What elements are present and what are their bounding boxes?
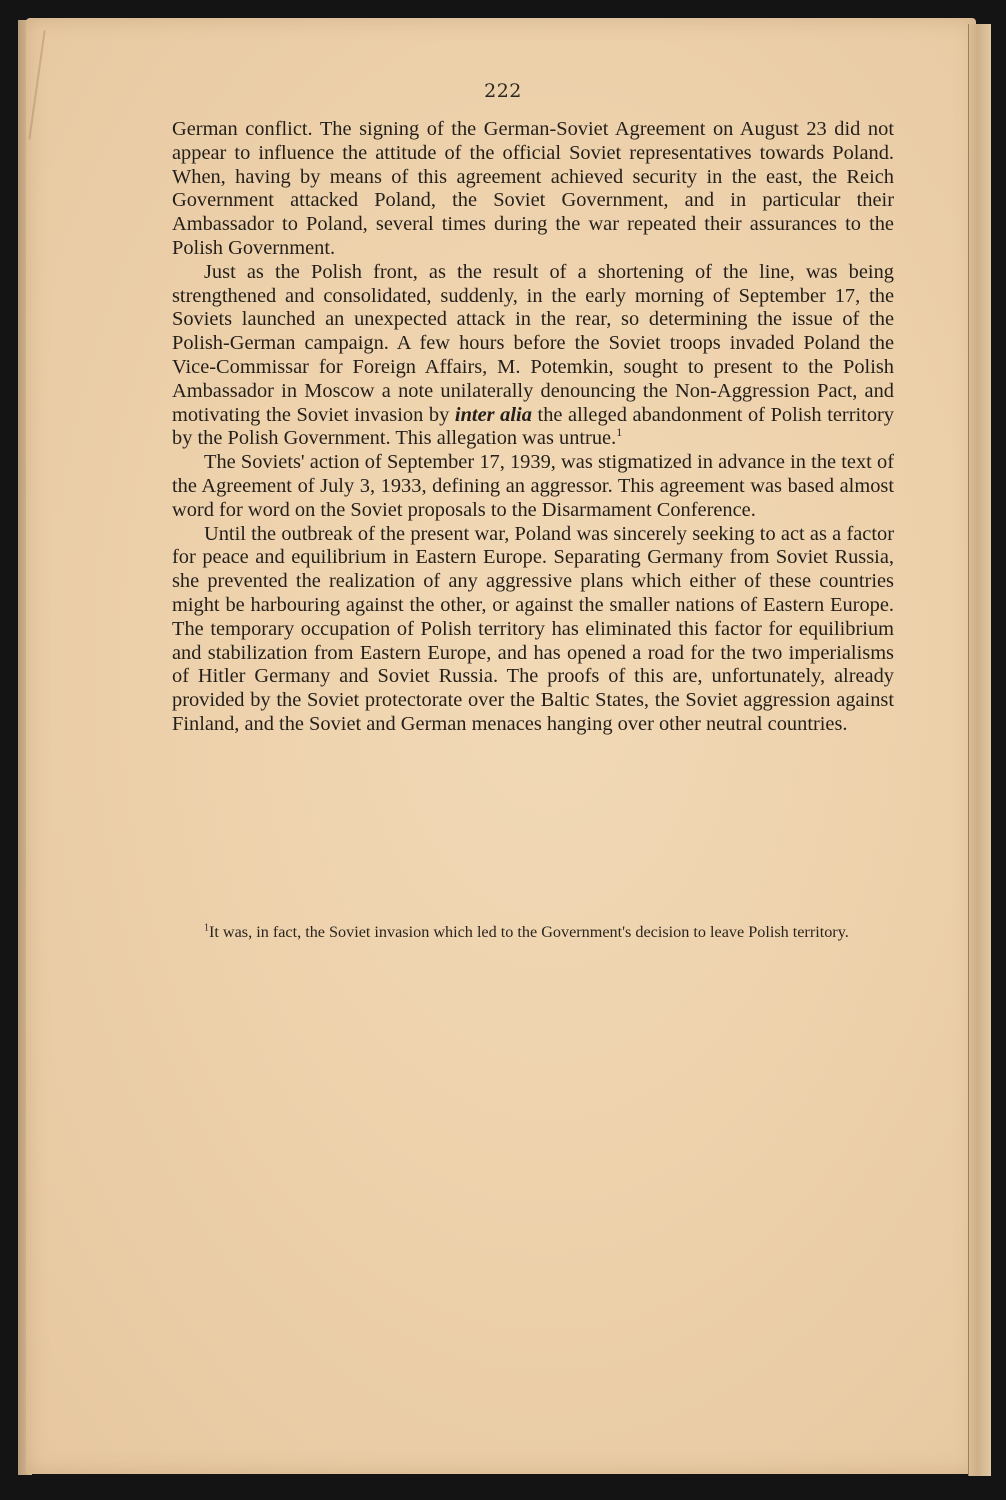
paragraph-2 bbox=[172, 261, 894, 451]
paragraph-3: The Soviets' action of September 17, 1939, was stigmatized in advance in the text of the Agreement of July 3, 1933, defining an aggressor. This agreement was based almost word for word on the Soviet proposals to the Disarmament Conference. bbox=[172, 451, 894, 521]
paragraph-2-text-after: the alleged abandonment of Polish territory by the Polish Government. This allegation was untrue. bbox=[172, 403, 894, 450]
page-stack-edge bbox=[968, 24, 991, 1476]
paragraph-4: Until the outbreak of the present war, Poland was sincerely seeking to act as a factor for peace and equilibrium in Eastern Europe. Separating Germany from Soviet Russia, she prevented the realization of any aggressive plans which either of these countries might be harbouring against the other, or against the smaller nations of Eastern Europe. The temporary occupation of Polish territory has eliminated this factor for equilibrium and stabilization from Eastern Europe, and has opened a road for the two imperialisms of Hitler Germany and Soviet Russia. The proofs of this are, unfortunately, already provided by the Soviet protectorate over the Baltic States, the Soviet aggression against Finland, and the Soviet and German menaces hanging over other neutral countries. bbox=[172, 522, 894, 735]
page-number: 222 bbox=[484, 80, 522, 102]
footnote-text: It was, in fact, the Soviet invasion which led to the Government's decision to leave Polish territory. bbox=[209, 923, 849, 941]
footnote-marker: 1 bbox=[204, 922, 209, 934]
footnote-paragraph bbox=[172, 922, 894, 943]
body-text bbox=[172, 118, 894, 737]
paragraph-1: German conflict. The signing of the German-Soviet Agreement on August 23 did not appear to influence the attitude of the official Soviet representatives towards Poland. When, having by means of this agreement achieved security in the east, the Reich Government attacked Poland, the Soviet Government, and in particular their Ambassador to Poland, several times during the war repeated their assurances to the Polish Government. bbox=[172, 118, 894, 259]
latin-phrase: inter alia bbox=[454, 403, 532, 426]
paragraph-2-text-before: Just as the Polish front, as the result of a shortening of the line, was being strengthened and consolidated, suddenly, in the early morning of September 17, the Soviets launched an unexpected attack in the rear, so determining the issue of the Polish-German campaign. A few hours before the Soviet troops invaded Poland the Vice-Commissar for Foreign Affairs, M. Potemkin, sought to present to the Polish Ambassador in Moscow a note unilaterally denouncing the Non-Aggression Pact, and motivating the Soviet invasion by bbox=[172, 260, 894, 426]
footnote-reference: 1 bbox=[616, 424, 623, 439]
footnote bbox=[172, 922, 894, 943]
